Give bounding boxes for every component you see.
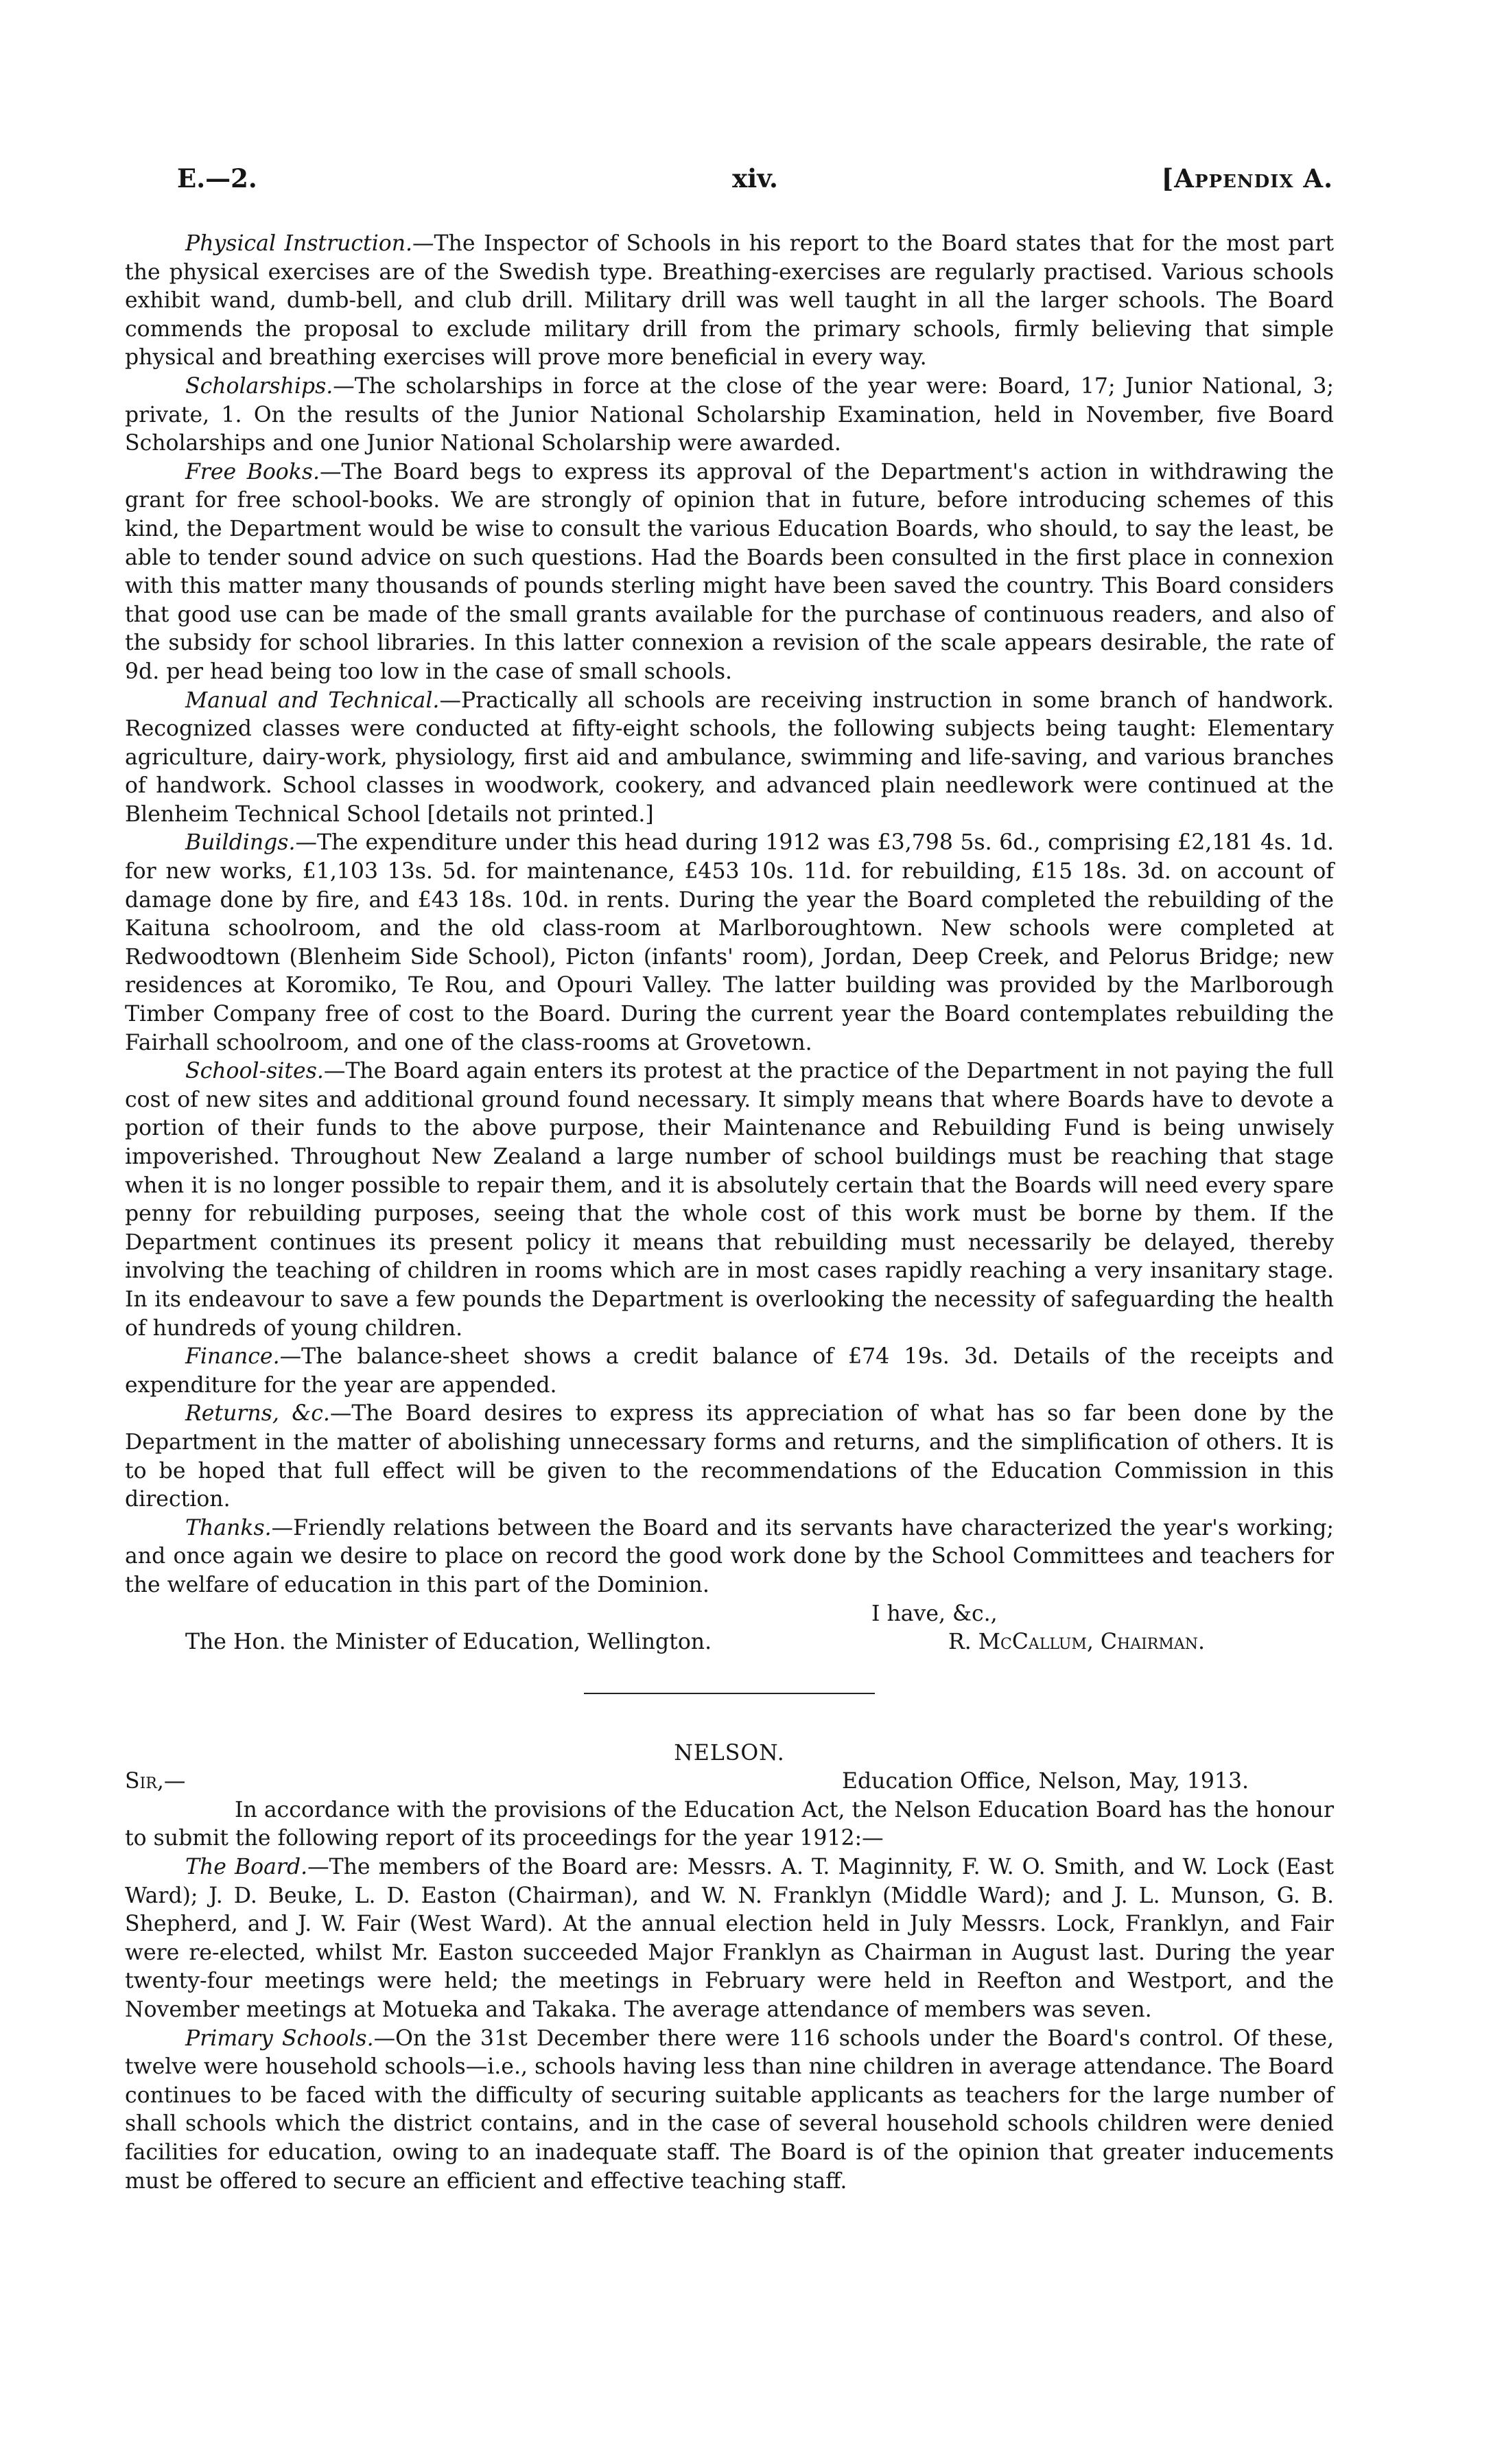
paragraph-manual-technical [125, 687, 1334, 830]
paragraph-school-sites [125, 1057, 1334, 1343]
paragraph-lead: Free Books. [185, 459, 320, 484]
paragraph-returns [125, 1400, 1334, 1514]
closing-signature-row [125, 1628, 1334, 1657]
paragraph-lead: Physical Instruction. [185, 231, 413, 256]
paragraph-lead: Buildings. [185, 830, 296, 856]
office-date-line: Education Office, Nelson, May, 1913. [842, 1769, 1249, 1794]
paragraph-text: —The members of the Board are: Messrs. A. T. Maginnity, F. W. O. Smith, and W. Lock (East Ward); J. D. Beuke, L. D. Easton (Chairman), and W. N. Franklyn (Middle Ward); and J. L. Munson, G. B. Shepherd, and J. W. Fair (West Ward). At the annual election held in July Messrs. Lock, Franklyn, and Fair were re-elected, whilst Mr. Easton succeeded Major Franklyn as Chairman in August last. During the year twenty-four meetings were held; the meetings in February were held in Reefton and Westport, and the November meetings at Motueka and Takaka. The average attendance of members was seven. [125, 1855, 1334, 2023]
salutation-row [125, 1768, 1334, 1796]
paragraph-finance [125, 1343, 1334, 1400]
closing-addressee: The Hon. the Minister of Education, Wellington. [185, 1630, 712, 1655]
closing-have: I have, &c., [871, 1601, 998, 1626]
salutation: Sir,— [125, 1769, 186, 1794]
paragraph-text: —The Board again enters its protest at the practice of the Department in not paying the full cost of new sites and additional ground found necessary. It simply means that where Boards have to devote a portion of their funds to the above purpose, their Maintenance and Rebuilding Fund is being unwisely impoverished. Throughout New Zealand a large number of school buildings must be reaching that stage when it is no longer possible to repair them, and it is absolutely certain that the Boards will need every spare penny for rebuilding purposes, seeing that the whole cost of this work must be borne by them. If the Department continues its present policy it means that rebuilding must necessarily be delayed, thereby involving the teaching of children in rooms which are in most cases rapidly reaching a very insanitary stage. In its endeavour to save a few pounds the Department is overlooking the necessity of safeguarding the health of hundreds of young children. [125, 1059, 1334, 1341]
paragraph-lead: Scholarships. [185, 373, 333, 399]
header-page-number: xiv. [732, 163, 778, 193]
paragraph-physical-instruction [125, 230, 1334, 373]
paragraph-text: —The Board begs to express its approval of the Department's action in withdrawing the grant for free school-books. We are strongly of opinion that in future, before introducing schemes of this kind, the Department would be wise to consult the various Education Boards, who should, to say the least, be able to tender sound advice on such questions. Had the Boards been consulted in the first place in connexion with this matter many thousands of pounds sterling might have been saved the country. This Board considers that good use can be made of the small grants available for the purchase of continuous readers, and also of the subsidy for school libraries. In this latter connexion a revision of the scale appears desirable, the rate of 9d. per head being too low in the case of small schools. [125, 459, 1334, 684]
header-appendix: [Appendix A. [1161, 163, 1333, 193]
paragraph-free-books [125, 458, 1334, 687]
paragraph-lead: Manual and Technical. [185, 688, 440, 713]
paragraph-scholarships [125, 373, 1334, 458]
paragraph-lead: School-sites. [185, 1059, 324, 1084]
paragraph-text: —The scholarships in force at the close of the year were: Board, 17; Junior National, 3; private, 1. On the results of the Junior National Scholarship Examination, held in November, five Board Scholarships and one Junior National Scholarship were awarded. [125, 373, 1334, 456]
paragraph-text: —On the 31st December there were 116 schools under the Board's control. Of these, twelve were household schools—i.e., schools having less than nine children in average attendance. The Board continues to be faced with the difficulty of securing suitable applicants as teachers for the large number of shall schools which the district contains, and in the case of several household schools children were denied facilities for education, owing to an inadequate staff. The Board is of the opinion that greater inducements must be offered to secure an efficient and effective teaching staff. [125, 2026, 1334, 2194]
paragraph-text: —The expenditure under this head during 1912 was £3,798 5s. 6d., comprising £2,181 4s. 1d. for new works, £1,103 13s. 5d. for maintenance, £453 10s. 11d. for rebuilding, £15 18s. 3d. on account of damage done by fire, and £43 18s. 10d. in rents. During the year the Board completed the rebuilding of the Kaituna schoolroom, and the old class-room at Marlboroughtown. New schools were completed at Redwoodtown (Blenheim Side School), Picton (infants' room), Jordan, Deep Creek, and Pelorus Bridge; new residences at Koromiko, Te Rou, and Opouri Valley. The latter building was provided by the Marlborough Timber Company free of cost to the Board. During the current year the Board contemplates rebuilding the Fairhall schoolroom, and one of the class-rooms at Grovetown. [125, 830, 1334, 1055]
paragraph-text: —The balance-sheet shows a credit balance of £74 19s. 3d. Details of the receipts and expenditure for the year are appended. [125, 1344, 1334, 1398]
paragraph-buildings [125, 829, 1334, 1057]
paragraph-primary-schools [125, 2025, 1334, 2196]
paragraph-the-board [125, 1853, 1334, 2025]
paragraph-lead: Returns, &c. [185, 1401, 330, 1427]
paragraph-lead: Finance. [185, 1344, 280, 1370]
paragraph-text: —The Board desires to express its appreciation of what has so far been done by the Department in the matter of abolishing unnecessary forms and returns, and the simplification of others. It is to be hoped that full effect will be given to the recommendations of the Education Commission in this direction. [125, 1401, 1334, 1512]
section-title-nelson: NELSON. [674, 1740, 785, 1765]
paragraph-lead: Thanks. [185, 1515, 272, 1540]
header-report-code: E.—2. [177, 163, 257, 193]
paragraph-lead: The Board. [185, 1855, 308, 1880]
closing-have-row [125, 1600, 1334, 1629]
section-divider [584, 1693, 875, 1694]
document-body [125, 230, 1334, 2196]
paragraph-text: —The Inspector of Schools in his report to the Board states that for the most part the physical exercises are of the Swedish type. Breathing-exercises are regularly practised. Various schools exhibit wand, dumb-bell, and club drill. Military drill was well taught in all the larger schools. The Board commends the proposal to exclude military drill from the primary schools, firmly believing that simple physical and breathing exercises will prove more beneficial in every way. [125, 231, 1334, 371]
paragraph-thanks [125, 1514, 1334, 1600]
paragraph-lead: Primary Schools. [185, 2026, 374, 2051]
nelson-intro: In accordance with the provisions of the Education Act, the Nelson Education Board has the honour to submit the following report of its proceedings for the year 1912:— [125, 1797, 1334, 1851]
paragraph-text: —Friendly relations between the Board and its servants have characterized the year's working; and once again we desire to place on record the good work done by the School Committees and teachers for the welfare of education in this part of the Dominion. [125, 1515, 1334, 1597]
page-header [177, 163, 1333, 204]
closing-signatory: R. McCallum, Chairman. [948, 1630, 1206, 1655]
paragraph-text: —Practically all schools are receiving instruction in some branch of handwork. Recognized classes were conducted at fifty-eight schools, the following subjects being taught: Elementary agriculture, dairy-work, physiology, first aid and ambulance, swimming and life-saving, and various branches of handwork. School classes in woodwork, cookery, and advanced plain needlework were continued at the Blenheim Technical School [details not printed.] [125, 688, 1335, 827]
